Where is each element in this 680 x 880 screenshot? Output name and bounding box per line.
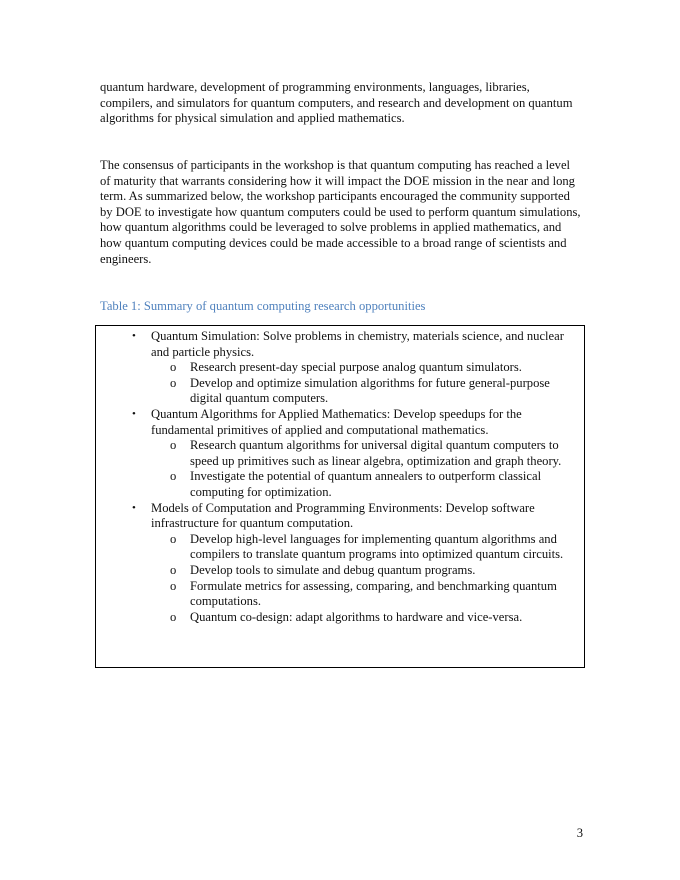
- sub-bullet-icon: o: [170, 360, 177, 375]
- sub-list-item-text: Formulate metrics for assessing, comparing, and benchmarking quantum computations.: [190, 578, 557, 609]
- sub-list-item-text: Quantum co-design: adapt algorithms to hardware and vice-versa.: [190, 609, 523, 624]
- sub-list: [151, 360, 576, 407]
- sub-list-item: [151, 469, 576, 500]
- list-item-text: Quantum Algorithms for Applied Mathematics: Develop speedups for the fundamental primitives of applied and computational mathematics.: [151, 406, 522, 437]
- sub-list: [151, 532, 576, 626]
- bullet-icon: •: [132, 407, 136, 420]
- sub-bullet-icon: o: [170, 578, 177, 593]
- sub-bullet-icon: o: [170, 531, 177, 546]
- sub-list-item-text: Develop high-level languages for implementing quantum algorithms and compilers to translate quantum programs into optimized quantum circuits.: [190, 531, 564, 562]
- list-item-quantum-simulation: [96, 329, 584, 407]
- sub-bullet-icon: o: [170, 469, 177, 484]
- sub-list-item: [151, 360, 576, 376]
- sub-list: [151, 438, 576, 500]
- sub-list-item-text: Research present-day special purpose analog quantum simulators.: [190, 360, 522, 375]
- sub-list-item: [151, 563, 576, 579]
- sub-bullet-icon: o: [170, 375, 177, 390]
- sub-list-item: [151, 438, 576, 469]
- list-item-quantum-algorithms: [96, 407, 584, 501]
- body-paragraph-1: quantum hardware, development of programming environments, languages, libraries, compilers, and simulators for quantum computers, and research and development on quantum algorithms for physical simulation and applied mathematics.: [100, 80, 573, 126]
- body-paragraph-2: The consensus of participants in the workshop is that quantum computing has reached a level of maturity that warrants considering how it will impact the DOE mission in the near and long term. As summarized below, the workshop participants encouraged the community supported by DOE to investigate how quantum computers could be used to perform quantum simulations, how quantum algorithms could be leveraged to solve problems in applied mathematics, and how quantum computing devices could be made accessible to a broad range of scientists and engineers.: [100, 158, 581, 266]
- sub-list-item-text: Investigate the potential of quantum annealers to outperform classical computing for optimization.: [190, 469, 542, 499]
- bullet-icon: •: [132, 501, 136, 514]
- sub-bullet-icon: o: [170, 438, 177, 453]
- sub-bullet-icon: o: [170, 609, 177, 624]
- sub-list-item: [151, 532, 576, 563]
- sub-list-item: [151, 579, 576, 610]
- list-item-models-of-computation: [96, 501, 584, 626]
- bullet-icon: •: [132, 330, 136, 342]
- sub-list-item-text: Research quantum algorithms for universal digital quantum computers to speed up primitives such as linear algebra, optimization and graph theory.: [190, 438, 562, 468]
- summary-table: [95, 325, 585, 668]
- table-caption: Table 1: Summary of quantum computing research opportunities: [100, 299, 426, 313]
- page-number: 3: [576, 826, 583, 840]
- sub-bullet-icon: o: [170, 562, 177, 577]
- sub-list-item: [151, 610, 576, 626]
- research-opportunities-list: [96, 329, 584, 625]
- sub-list-item-text: Develop tools to simulate and debug quantum programs.: [190, 562, 476, 577]
- sub-list-item-text: Develop and optimize simulation algorithms for future general-purpose digital quantum computers.: [190, 375, 550, 406]
- list-item-text: Quantum Simulation: Solve problems in chemistry, materials science, and nuclear and particle physics.: [151, 329, 564, 359]
- sub-list-item: [151, 376, 576, 407]
- list-item-text: Models of Computation and Programming Environments: Develop software infrastructure for quantum computation.: [151, 500, 535, 531]
